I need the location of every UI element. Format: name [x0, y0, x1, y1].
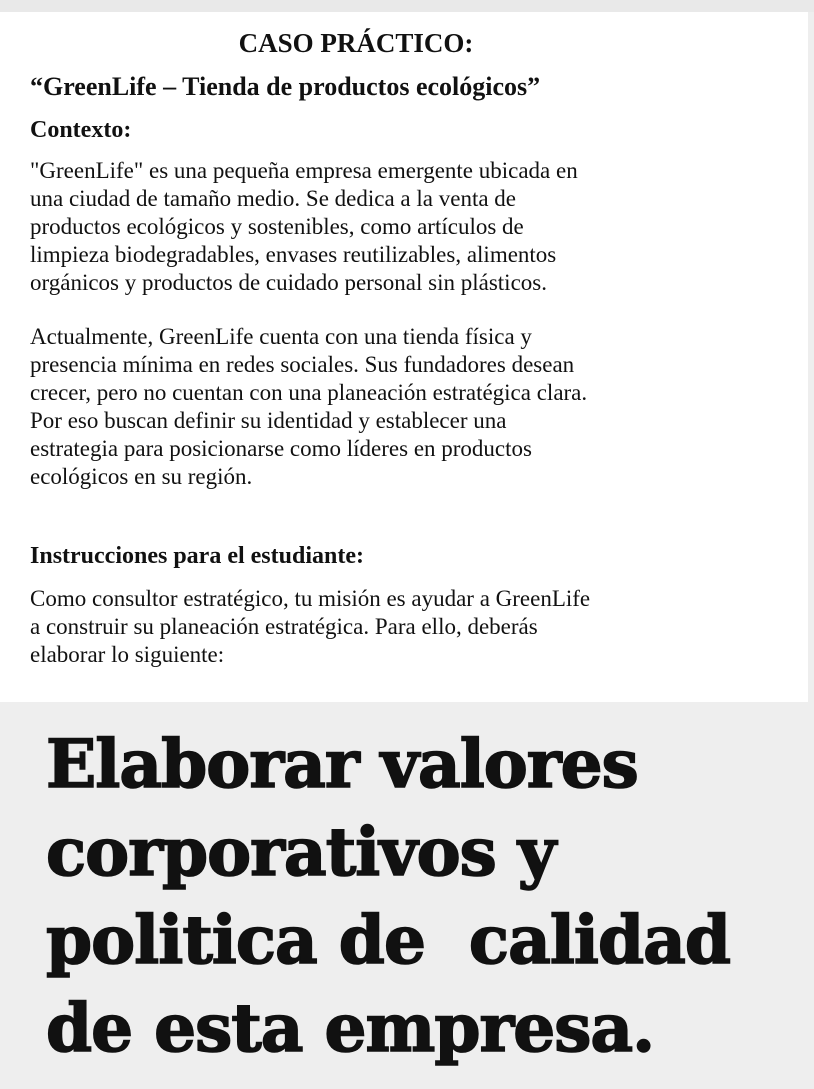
paragraph-line: elaborar lo siguiente: — [30, 642, 225, 667]
paragraph-line: Actualmente, GreenLife cuenta con una tienda física y — [30, 324, 532, 349]
task-statement — [46, 720, 806, 1072]
instructions-paragraph — [30, 585, 730, 669]
document-title: CASO PRÁCTICO: — [238, 28, 474, 58]
paragraph-line: Por eso buscan definir su identidad y establecer una — [30, 408, 507, 433]
paragraph-line: orgánicos y productos de cuidado personal sin plásticos. — [30, 270, 547, 295]
task-banner — [0, 702, 814, 1089]
document-card — [0, 12, 808, 702]
top-border — [0, 0, 814, 12]
paragraph-line: una ciudad de tamaño medio. Se dedica a la venta de — [30, 186, 516, 211]
context-paragraph-2 — [30, 323, 730, 491]
instructions-heading: Instrucciones para el estudiante: — [30, 543, 364, 569]
task-line: politica de calidad — [46, 901, 731, 979]
context-heading: Contexto: — [30, 117, 132, 143]
paragraph-line: ecológicos en su región. — [30, 464, 253, 489]
task-line: corporativos y — [46, 813, 556, 891]
paragraph-line: crecer, pero no cuentan con una planeación estratégica clara. — [30, 380, 588, 405]
paragraph-line: a construir su planeación estratégica. Para ello, deberás — [30, 614, 538, 639]
paragraph-line: Como consultor estratégico, tu misión es ayudar a GreenLife — [30, 586, 591, 611]
document-subtitle: “GreenLife – Tienda de productos ecológicos” — [30, 72, 541, 101]
task-line: Elaborar valores — [46, 725, 638, 803]
paragraph-line: estrategia para posicionarse como líderes en productos — [30, 436, 532, 461]
paragraph-line: "GreenLife" es una pequeña empresa emergente ubicada en — [30, 158, 578, 183]
context-paragraph-1 — [30, 157, 730, 297]
paragraph-line: limpieza biodegradables, envases reutilizables, alimentos — [30, 242, 557, 267]
paragraph-line: presencia mínima en redes sociales. Sus fundadores desean — [30, 352, 575, 377]
task-line: de esta empresa. — [46, 989, 655, 1067]
paragraph-line: productos ecológicos y sostenibles, como artículos de — [30, 214, 524, 239]
